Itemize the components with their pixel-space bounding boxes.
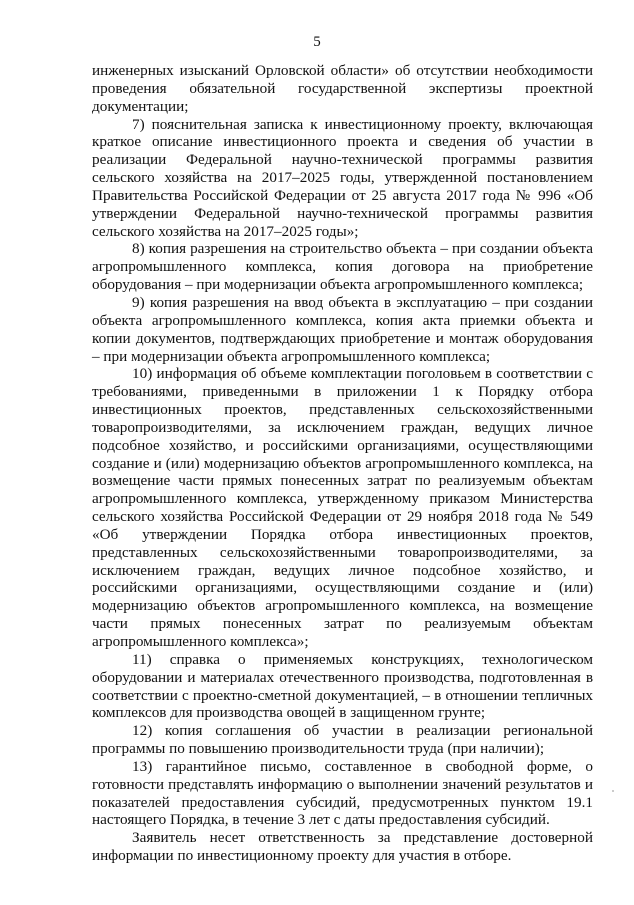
- paragraph-continuation: инженерных изысканий Орловской области» об отсутствии необходимости проведения обязательной государственной экспертизы проектной документации;: [92, 62, 593, 115]
- scan-speck: [612, 790, 614, 792]
- paragraph-item-13: 13) гарантийное письмо, составленное в свободной форме, о готовности представлять информацию о выполнении значений результатов и показателей предоставления субсидий, предусмотренных пунктом 19.1 настоящего Порядка, в течение 3 лет с даты предоставления субсидий.: [92, 757, 593, 829]
- document-body: [92, 62, 593, 865]
- page-number: 5: [313, 34, 321, 50]
- paragraph-item-12: 12) копия соглашения об участии в реализации региональной программы по повышению производительности труда (при наличии);: [92, 722, 593, 758]
- paragraph-applicant-responsibility: Заявитель несет ответственность за представление достоверной информации по инвестиционному проекту для участия в отборе.: [92, 829, 593, 865]
- paragraph-item-8: 8) копия разрешения на строительство объекта – при создании объекта агропромышленного комплекса, копия договора на приобретение оборудования – при модернизации объекта агропромышленного комплекса;: [92, 240, 593, 294]
- paragraph-item-10: 10) информация об объеме комплектации поголовьем в соответствии с требованиями, приведенными в приложении 1 к Порядку отбора инвестиционных проектов, представленных сельскохозяйственными товаропроизводителями, за исключением граждан, ведущих личное подсобное хозяйство, и российскими организациями, осуществляющими создание и (или) модернизацию объектов агропромышленного комплекса, на возмещение части прямых понесенных затрат по реализуемым объектам агропромышленного комплекса, утвержденному приказом Министерства сельского хозяйства Российской Федерации от 29 ноября 2018 года № 549 «Об утверждении Порядка отбора инвестиционных проектов, представленных сельскохозяйственными товаропроизводителями, за исключением граждан, ведущих личное подсобное хозяйство, и российскими организациями, осуществляющими создание и (или) модернизацию объектов агропромышленного комплекса, на возмещение части прямых понесенных затрат по реализуемым объектам агропромышленного комплекса»;: [92, 365, 593, 650]
- paragraph-item-9: 9) копия разрешения на ввод объекта в эксплуатацию – при создании объекта агропромышленного комплекса, копия акта приемки объекта и копии документов, подтверждающих приобретение и монтаж оборудования – при модернизации объекта агропромышленного комплекса;: [92, 293, 593, 365]
- paragraph-item-11: 11) справка о применяемых конструкциях, технологическом оборудовании и материалах отечественного производства, подготовленная в соответствии с проектно-сметной документацией, – в отношении тепличных комплексов для производства овощей в защищенном грунте;: [92, 650, 593, 722]
- paragraph-item-7: 7) пояснительная записка к инвестиционному проекту, включающая краткое описание инвестиционного проекта и сведения об участии в реализации Федеральной научно-технической программы развития сельского хозяйства на 2017–2025 годы, утвержденной постановлением Правительства Российской Федерации от 25 августа 2017 года № 996 «Об утверждении Федеральной научно-технической программы развития сельского хозяйства на 2017–2025 годы»;: [92, 115, 593, 240]
